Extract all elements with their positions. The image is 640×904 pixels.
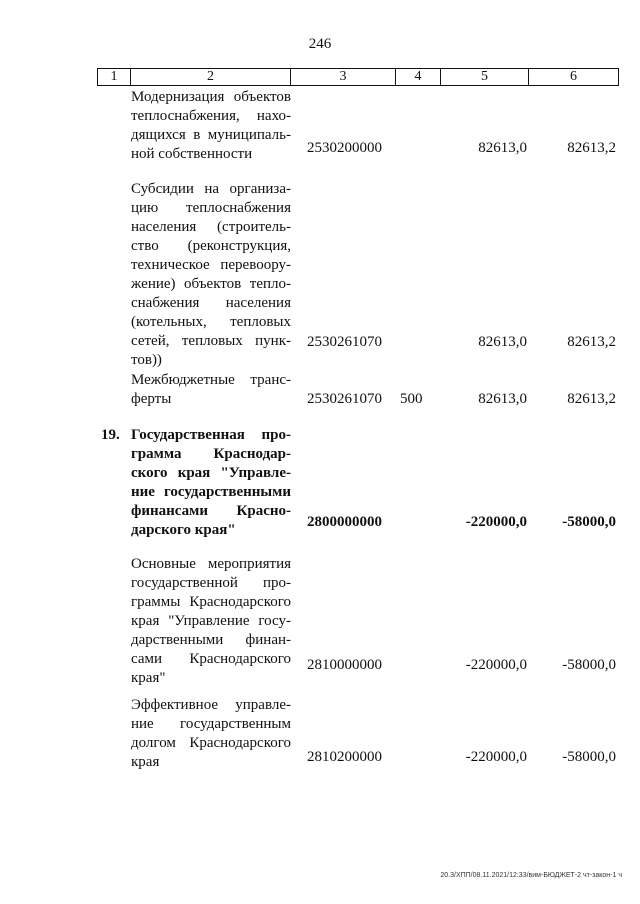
row-number: 19.: [101, 427, 120, 443]
row-code: 2530261070: [307, 391, 382, 407]
row-value-5: 82613,0: [478, 391, 527, 407]
row-description: Субсидии на организа-цию теплоснабжения населения (строитель-ство (реконструкция, техническое перевоору-жение) объектов тепло-снабжения населения (котельных, тепловых сетей, тепловых пунк-тов)): [131, 181, 291, 368]
row-code: 2530200000: [307, 140, 382, 156]
row-type: 500: [400, 391, 423, 407]
column-header-2: 2: [131, 69, 291, 86]
row-code: 2810000000: [307, 657, 382, 673]
row-value-6: 82613,2: [567, 391, 616, 407]
page-number: 246: [308, 36, 332, 52]
row-value-5: -220000,0: [465, 749, 527, 765]
row-value-5: 82613,0: [478, 334, 527, 350]
column-header-table: [97, 68, 619, 86]
column-header-row: [98, 69, 619, 86]
column-header-1: 1: [98, 69, 131, 86]
row-code: 2810200000: [307, 749, 382, 765]
row-value-6: 82613,2: [567, 334, 616, 350]
document-footer: 20.3/ХПП/08.11.2021/12:33/вим-БЮДЖЕТ-2 чт-закон-1 ч: [440, 872, 622, 879]
row-description: Межбюджетные транс-ферты: [131, 372, 291, 407]
row-code: 2530261070: [307, 334, 382, 350]
row-value-5: 82613,0: [478, 140, 527, 156]
row-value-6: 82613,2: [567, 140, 616, 156]
row-value-5: -220000,0: [465, 514, 527, 530]
row-value-6: -58000,0: [562, 657, 616, 673]
row-code: 2800000000: [307, 514, 382, 530]
row-value-6: -58000,0: [562, 514, 616, 530]
row-value-6: -58000,0: [562, 749, 616, 765]
row-value-5: -220000,0: [465, 657, 527, 673]
row-description: Государственная про-грамма Краснодар-ского края "Управле-ние государственными финансами Красно-дарского края": [131, 427, 291, 538]
column-header-4: 4: [396, 69, 441, 86]
column-header-5: 5: [441, 69, 529, 86]
column-header-6: 6: [529, 69, 619, 86]
row-description: Модернизация объектов теплоснабжения, нахо-дящихся в муниципаль-ной собственности: [131, 89, 291, 162]
row-description: Эффективное управле-ние государственным долгом Краснодарского края: [131, 697, 291, 770]
row-description: Основные мероприятия государственной про-граммы Краснодарского края "Управление госу-дарственными финан-сами Краснодарского края": [131, 556, 291, 686]
column-header-3: 3: [291, 69, 396, 86]
